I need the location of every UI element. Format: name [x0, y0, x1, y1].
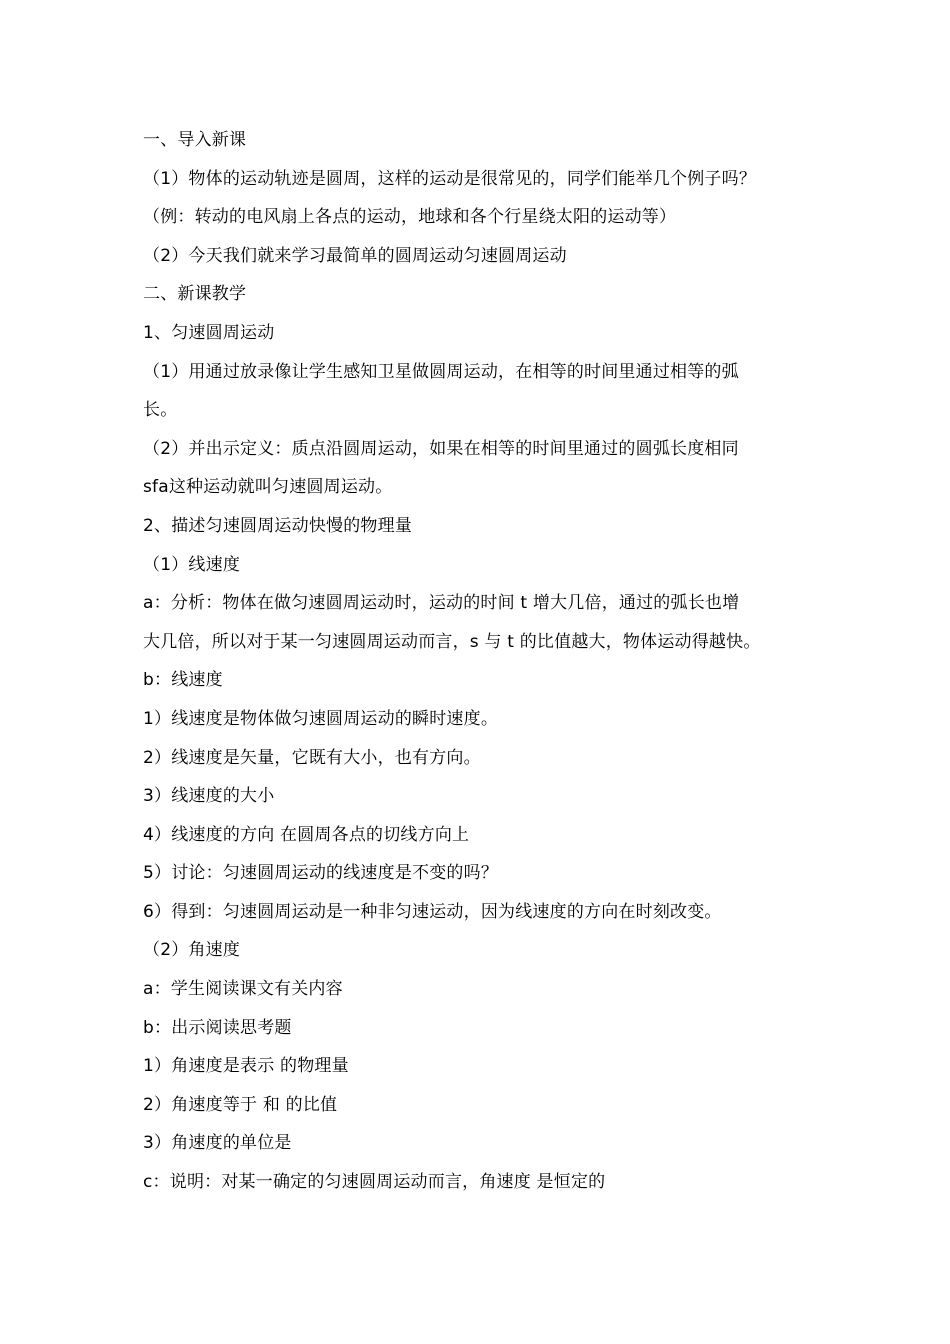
- list-item: 1）角速度是表示 的物理量: [143, 1056, 349, 1077]
- paragraph-line: （例：转动的电风扇上各点的运动，地球和各个行星绕太阳的运动等）: [143, 207, 677, 228]
- section-heading-intro: 一、导入新课: [143, 130, 247, 150]
- paragraph-line: sfa这种运动就叫匀速圆周运动。: [143, 477, 393, 498]
- subsection-heading: 1、匀速圆周运动: [143, 322, 275, 343]
- subsection-heading: 2、描述匀速圆周运动快慢的物理量: [143, 515, 413, 536]
- paragraph-line: （2）并出示定义：质点沿圆周运动，如果在相等的时间里通过的圆弧长度相同: [143, 438, 739, 459]
- list-item: 2）角速度等于 和 的比值: [143, 1094, 338, 1115]
- paragraph-line: 长。: [143, 400, 178, 421]
- paragraph-line: （2）今天我们就来学习最简单的圆周运动匀速圆周运动: [143, 245, 567, 266]
- paragraph-line: b：出示阅读思考题: [143, 1017, 292, 1038]
- list-item: 3）角速度的单位是: [143, 1133, 292, 1154]
- list-item: 5）讨论：匀速圆周运动的线速度是不变的吗？: [143, 863, 499, 884]
- list-item: 2）线速度是矢量，它既有大小，也有方向。: [143, 747, 481, 768]
- paragraph-line: （1）物体的运动轨迹是圆周，这样的运动是很常见的，同学们能举几个例子吗？: [143, 168, 757, 189]
- paragraph-line: a：学生阅读课文有关内容: [143, 979, 343, 1000]
- document-body: [143, 121, 823, 1202]
- paragraph-line: b：线速度: [143, 670, 223, 691]
- list-item: 6）得到：匀速圆周运动是一种非匀速运动，因为线速度的方向在时刻改变。: [143, 901, 722, 922]
- paragraph-line: （2）角速度: [143, 940, 241, 961]
- list-item: 1）线速度是物体做匀速圆周运动的瞬时速度。: [143, 708, 499, 729]
- paragraph-line: （1）线速度: [143, 554, 241, 575]
- list-item: 3）线速度的大小: [143, 786, 275, 807]
- paragraph-line: c：说明：对某一确定的匀速圆周运动而言，角速度 是恒定的: [143, 1172, 606, 1193]
- list-item: 4）线速度的方向 在圆周各点的切线方向上: [143, 824, 470, 845]
- paragraph-line: a：分析：物体在做匀速圆周运动时，运动的时间 t 增大几倍，通过的弧长也增: [143, 593, 740, 614]
- section-heading-new-lesson: 二、新课教学: [143, 284, 247, 305]
- paragraph-line: （1）用通过放录像让学生感知卫星做圆周运动，在相等的时间里通过相等的弧: [143, 361, 739, 382]
- paragraph-line: 大几倍，所以对于某一匀速圆周运动而言，s 与 t 的比值越大，物体运动得越快。: [143, 631, 761, 652]
